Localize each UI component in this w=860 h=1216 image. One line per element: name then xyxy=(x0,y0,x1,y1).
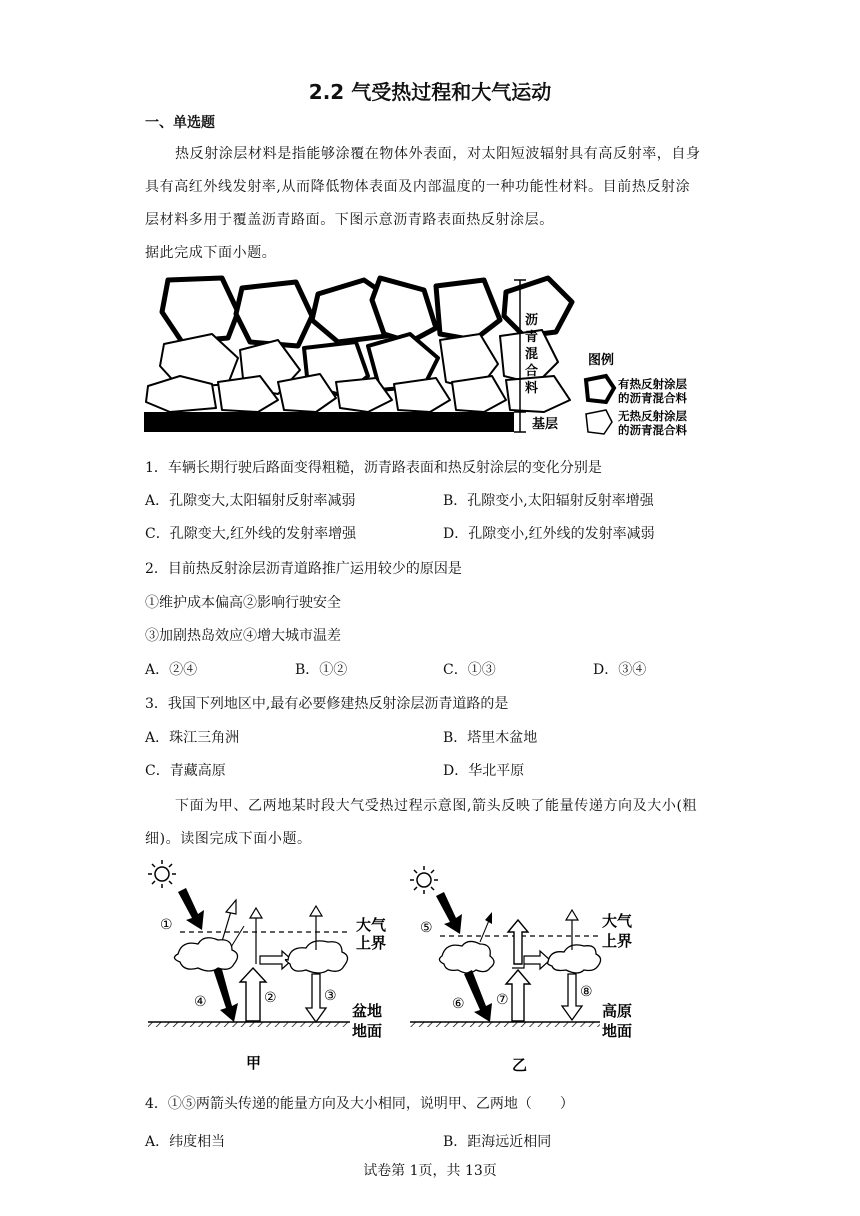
page-footer: 试卷第 1页，共 13页 xyxy=(363,1163,497,1179)
intro2-line1: 下面为甲、乙两地某时段大气受热过程示意图,箭头反映了能量传递方向及大小(粗 xyxy=(175,798,698,814)
arrow-5 xyxy=(436,892,462,934)
intro1-line4: 据此完成下面小题。 xyxy=(145,245,277,261)
intro2-line2: 细)。读图完成下面小题。 xyxy=(145,831,312,847)
top-label: 上界 xyxy=(356,934,387,952)
legend-swatch-coated xyxy=(586,376,614,402)
stone-coated xyxy=(436,280,500,340)
q4-stem: 4．①⑤两箭头传递的能量方向及大小相同，说明甲、乙两地（ ） xyxy=(145,1096,574,1112)
caption-yi: 乙 xyxy=(512,1056,528,1074)
marker-2: ② xyxy=(264,990,277,1006)
caption-jia: 甲 xyxy=(246,1054,262,1072)
side-label-char: 合 xyxy=(525,364,539,379)
stone-plain xyxy=(452,376,506,412)
marker-4: ④ xyxy=(194,994,207,1010)
arrow-7 xyxy=(506,970,530,1021)
q2-option-c: C．①③ xyxy=(443,662,496,678)
ground-label: 地面 xyxy=(352,1022,383,1040)
q2-sub1: ①维护成本偏高②影响行驶安全 xyxy=(145,595,341,611)
arrow-1 xyxy=(178,888,204,930)
sun-icon xyxy=(410,866,438,894)
q2-option-b: B．①② xyxy=(295,662,348,678)
marker-6: ⑥ xyxy=(452,996,465,1012)
base-label: 基层 xyxy=(532,417,559,432)
q2-option-a: A．②④ xyxy=(145,662,198,678)
legend-item1-line1: 有热反射涂层 xyxy=(618,377,687,391)
stone-coated xyxy=(236,282,312,346)
cloud-icon xyxy=(439,941,494,973)
base-layer xyxy=(144,412,514,432)
ground-label: 高原 xyxy=(602,1002,633,1020)
legend-swatch-plain xyxy=(586,410,612,434)
asphalt-coating-figure xyxy=(140,272,710,442)
cloud-icon xyxy=(548,945,601,973)
stone-coated xyxy=(162,278,238,342)
ground xyxy=(410,1022,600,1027)
panel-yi xyxy=(410,866,633,1074)
q1-option-d: D．孔隙变小,红外线的发射率减弱 xyxy=(443,526,655,542)
sun-icon xyxy=(148,860,176,888)
side-label-char: 混 xyxy=(525,347,539,362)
marker-7: ⑦ xyxy=(496,992,509,1008)
arrow-2 xyxy=(240,968,266,1021)
q2-sub2: ③加剧热岛效应④增大城市温差 xyxy=(145,628,341,644)
stone-plain xyxy=(394,378,450,412)
stone-coated xyxy=(372,278,436,342)
top-label: 大气 xyxy=(602,912,633,930)
marker-1: ① xyxy=(160,917,173,933)
q1-stem: 1．车辆长期行驶后路面变得粗糙，沥青路表面和热反射涂层的变化分别是 xyxy=(145,460,602,476)
q3-option-d: D．华北平原 xyxy=(443,763,525,779)
intro1-line3: 层材料多用于覆盖沥青路面。下图示意沥青路表面热反射涂层。 xyxy=(145,212,554,228)
q2-option-d: D．③④ xyxy=(593,662,647,678)
side-label-char: 沥 xyxy=(525,313,539,328)
legend-item1-line2: 的沥青混合料 xyxy=(618,391,687,405)
marker-5: ⑤ xyxy=(420,920,433,936)
arrow-4 xyxy=(212,962,238,1022)
q2-stem: 2．目前热反射涂层沥青道路推广运用较少的原因是 xyxy=(145,561,462,577)
ground xyxy=(148,1022,350,1027)
legend-item2-line2: 的沥青混合料 xyxy=(618,423,687,437)
top-label: 大气 xyxy=(356,916,387,934)
intro1-line2: 具有高红外线发射率,从而降低物体表面及内部温度的一种功能性材料。目前热反射涂 xyxy=(145,179,691,195)
q3-stem: 3．我国下列地区中,最有必要修建热反射涂层沥青道路的是 xyxy=(145,696,509,712)
side-label-char: 青 xyxy=(525,330,539,345)
legend-item2-line1: 无热反射涂层 xyxy=(618,409,687,423)
ground-label: 盆地 xyxy=(352,1002,383,1020)
q4-option-b: B．距海远近相同 xyxy=(443,1134,552,1150)
q3-option-b: B．塔里木盆地 xyxy=(443,730,538,746)
ground-label: 地面 xyxy=(602,1022,633,1040)
q3-option-a: A．珠江三角洲 xyxy=(145,730,240,746)
atmospheric-heating-figure xyxy=(140,856,660,1078)
page-title: 2.2 气受热过程和大气运动 xyxy=(308,80,552,104)
top-label: 上界 xyxy=(602,932,633,950)
section-heading: 一、单选题 xyxy=(145,115,215,131)
arrow-3 xyxy=(306,974,326,1022)
panel-jia xyxy=(148,860,387,1072)
marker-8: ⑧ xyxy=(580,984,593,1000)
stone-plain xyxy=(146,376,216,412)
q1-option-c: C．孔隙变大,红外线的发射率增强 xyxy=(145,526,357,542)
legend-title: 图例 xyxy=(588,353,615,368)
side-label-char: 料 xyxy=(525,381,539,396)
q1-option-a: A．孔隙变大,太阳辐射反射率减弱 xyxy=(145,493,356,509)
marker-3: ③ xyxy=(324,988,337,1004)
q3-option-c: C．青藏高原 xyxy=(145,763,226,779)
arrow-6 xyxy=(464,970,492,1022)
intro1-line1: 热反射涂层材料是指能够涂覆在物体外表面，对太阳短波辐射具有高反射率，自身 xyxy=(175,146,701,162)
q1-option-b: B．孔隙变小,太阳辐射反射率增强 xyxy=(443,493,654,509)
arrow-8 xyxy=(562,974,582,1020)
cloud-icon xyxy=(174,938,237,971)
q4-option-a: A．纬度相当 xyxy=(145,1134,226,1150)
